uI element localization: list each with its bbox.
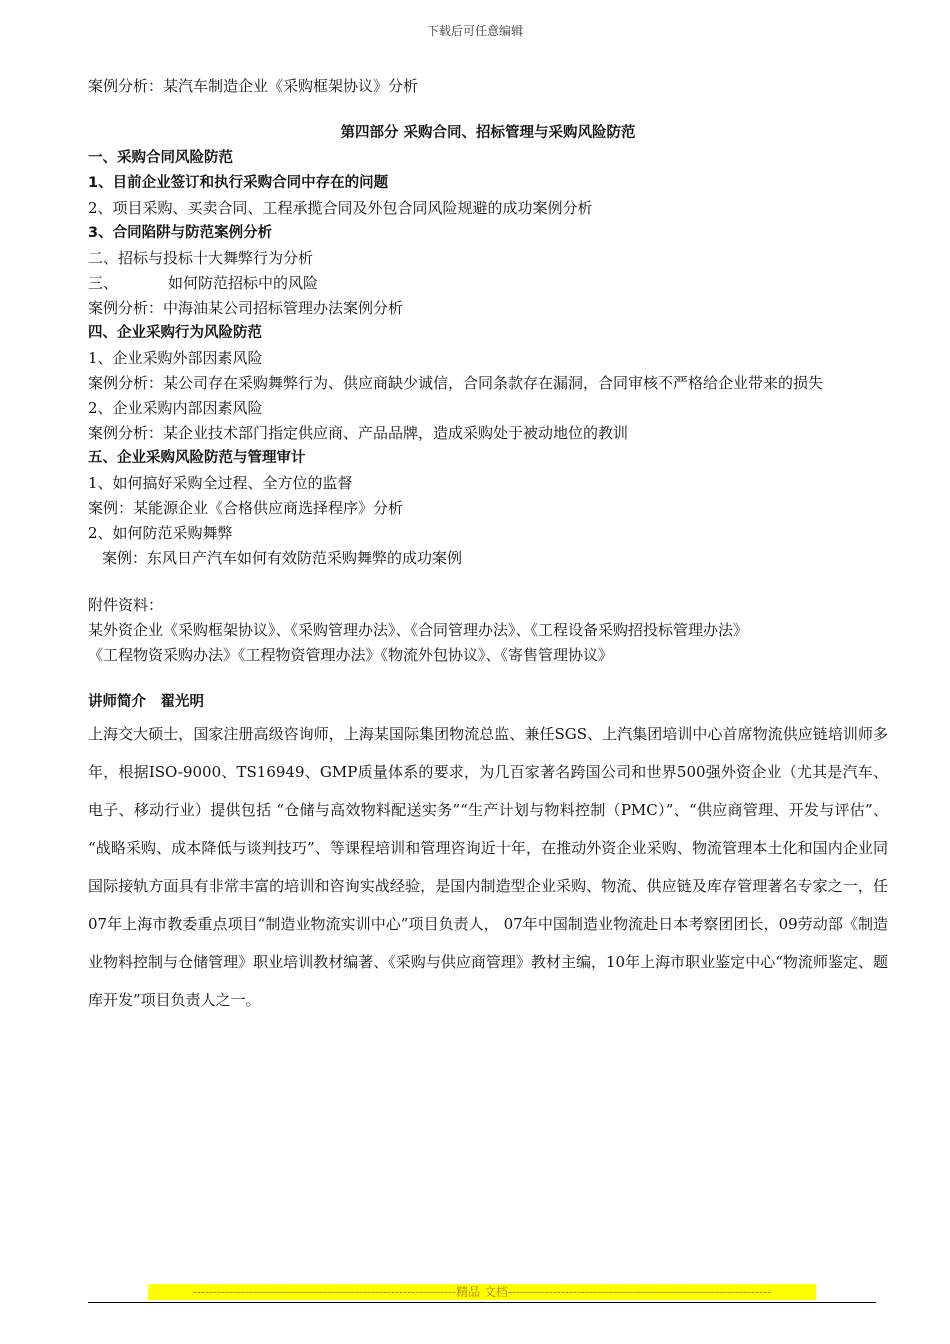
attachments-line: 某外资企业《采购框架协议》、《采购管理办法》、《合同管理办法》、《工程设备采购招投标管理办法》: [88, 621, 749, 639]
attachments-label: 附件资料：: [88, 596, 164, 614]
outline-item: 案例分析：某企业技术部门指定供应商、产品品牌，造成采购处于被动地位的教训: [88, 424, 629, 442]
outline-item: 2、企业采购内部因素风险: [88, 399, 263, 417]
outline-item: 案例：某能源企业《合格供应商选择程序》分析: [88, 499, 404, 517]
header-note: 下载后可任意编辑: [426, 24, 523, 38]
outline-item: 案例分析：某公司存在采购舞弊行为、供应商缺少诚信，合同条款存在漏洞，合同审核不严格给企业带来的损失: [88, 374, 824, 392]
footer-banner: -----------------------------------------------------------------精品 文档-----------------------------------------------------------------: [148, 1284, 816, 1300]
footer-rule: [88, 1302, 876, 1303]
case-analysis-top: 案例分析：某汽车制造企业《采购框架协议》分析: [88, 77, 419, 95]
outline-item: 二、招标与投标十大舞弊行为分析: [88, 249, 314, 267]
document-body: [88, 74, 888, 1019]
outline-item: 2、如何防范采购舞弊: [88, 524, 233, 542]
outline-item: 2、项目采购、买卖合同、工程承揽合同及外包合同风险规避的成功案例分析: [88, 199, 593, 217]
attachments-line: 《工程物资采购办法》《工程物资管理办法》《物流外包协议》、《寄售管理协议》: [88, 646, 614, 664]
outline-item: 3、合同陷阱与防范案例分析: [88, 225, 273, 241]
outline-item: 1、企业采购外部因素风险: [88, 349, 263, 367]
outline-item-number: 三、: [88, 274, 119, 292]
outline-item: 1、如何搞好采购全过程、全方位的监督: [88, 474, 353, 492]
section-title: 第四部分 采购合同、招标管理与采购风险防范: [340, 125, 636, 141]
outline-item: 四、企业采购行为风险防范: [88, 325, 262, 341]
outline-item-text: 如何防范招标中的风险: [168, 274, 319, 292]
outline-item: 五、企业采购风险防范与管理审计: [88, 450, 306, 466]
outline-item: 案例：东风日产汽车如何有效防范采购舞弊的成功案例: [102, 549, 463, 567]
outline-item: [88, 271, 888, 296]
outline-item: 1、目前企业签订和执行采购合同中存在的问题: [88, 175, 389, 191]
instructor-bio: 上海交大硕士，国家注册高级咨询师，上海某国际集团物流总监、兼任SGS、上汽集团培训中心首席物流供应链培训师多年，根据ISO-9000、TS16949、GMP质量体系的要求，为几百家著名跨国公司和世界500强外资企业（尤其是汽车、电子、移动行业）提供包括 “仓储与高效物料配送实务”“生产计划与物料控制（PMC）”、“供应商管理、开发与评估”、 “战略采购、成本降低与谈判技巧”、等课程培训和管理咨询近十年，在推动外资企业采购、物流管理本土化和国内企业同国际接轨方面具有非常丰富的培训和咨询实战经验，是国内制造型企业采购、物流、供应链及库存管理著名专家之一，任07年上海市教委重点项目“制造业物流实训中心”项目负责人， 07年中国制造业物流赴日本考察团团长，09劳动部《制造业物料控制与仓储管理》职业培训教材编著、《采购与供应商管理》教材主编，10年上海市职业鉴定中心“物流师鉴定、题库开发”项目负责人之一。: [88, 725, 888, 1009]
outline-item: 一、采购合同风险防范: [88, 150, 233, 166]
outline-item: 案例分析：中海油某公司招标管理办法案例分析: [88, 299, 404, 317]
instructor-heading: 讲师简介 翟光明: [88, 694, 204, 710]
